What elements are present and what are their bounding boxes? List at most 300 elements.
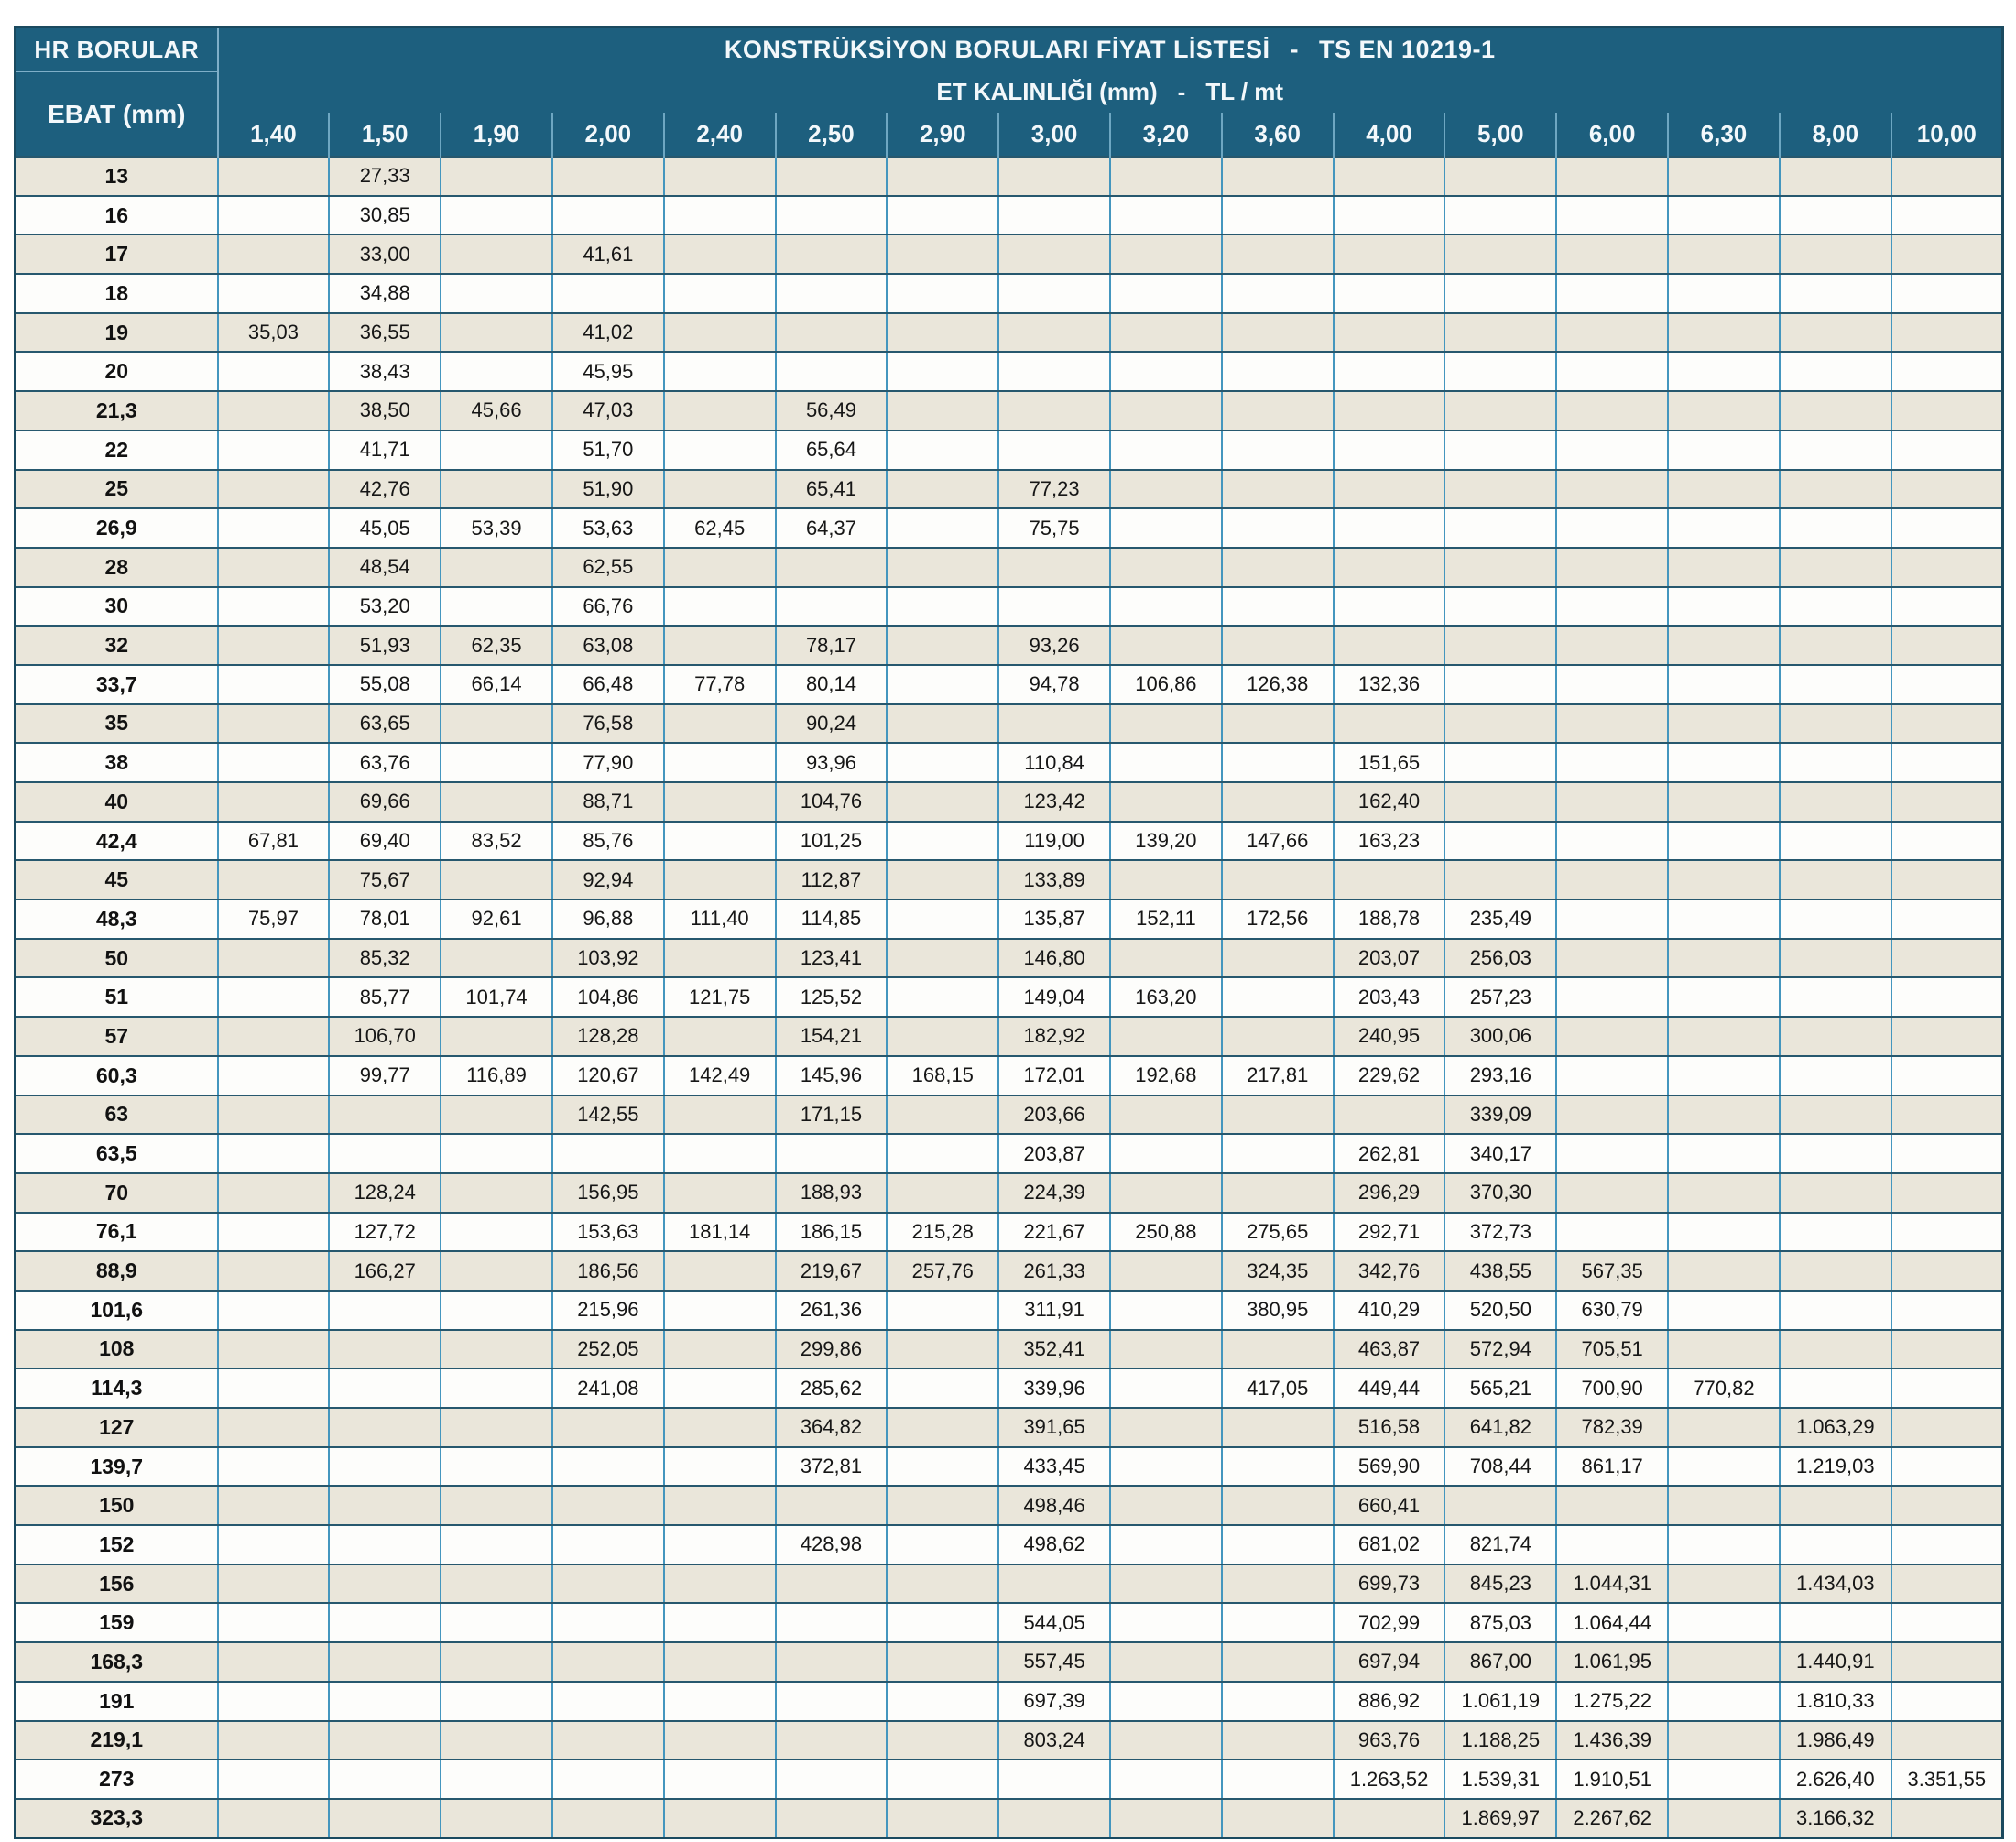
price-cell <box>1780 391 1891 431</box>
price-cell: 106,70 <box>329 1017 441 1056</box>
price-cell <box>664 313 776 353</box>
size-cell: 168,3 <box>16 1642 218 1682</box>
price-cell <box>218 1017 330 1056</box>
price-cell <box>1334 1095 1445 1135</box>
price-cell <box>329 1682 441 1721</box>
price-cell <box>1780 1251 1891 1291</box>
price-cell <box>1110 1760 1222 1799</box>
price-cell <box>664 1564 776 1604</box>
price-cell: 47,03 <box>552 391 664 431</box>
price-cell <box>998 352 1110 391</box>
price-cell: 41,61 <box>552 234 664 274</box>
price-cell: 172,56 <box>1222 899 1334 939</box>
price-cell <box>887 743 998 782</box>
price-cell: 372,81 <box>776 1447 888 1487</box>
price-cell: 3.166,32 <box>1780 1799 1891 1838</box>
price-cell: 168,15 <box>887 1056 998 1095</box>
price-cell <box>1780 1056 1891 1095</box>
size-cell: 139,7 <box>16 1447 218 1487</box>
price-cell <box>218 508 330 548</box>
price-cell: 875,03 <box>1444 1603 1556 1642</box>
price-cell <box>887 1564 998 1604</box>
price-cell <box>218 1799 330 1838</box>
price-cell <box>1780 548 1891 587</box>
price-cell <box>1444 313 1556 353</box>
table-row <box>16 665 2003 704</box>
price-cell <box>1668 1173 1780 1213</box>
price-cell <box>1556 352 1668 391</box>
price-cell <box>1222 1564 1334 1604</box>
price-cell <box>1780 1291 1891 1330</box>
price-cell: 110,84 <box>998 743 1110 782</box>
price-cell <box>664 1291 776 1330</box>
price-cell: 123,41 <box>776 939 888 978</box>
price-cell <box>1334 352 1445 391</box>
price-cell <box>218 977 330 1017</box>
price-cell <box>1556 1213 1668 1252</box>
price-cell: 76,58 <box>552 704 664 744</box>
price-cell <box>1222 313 1334 353</box>
price-cell <box>218 1095 330 1135</box>
price-cell <box>1891 939 2003 978</box>
table-row <box>16 743 2003 782</box>
price-cell <box>441 274 552 313</box>
price-cell: 262,81 <box>1334 1134 1445 1173</box>
price-cell <box>1780 899 1891 939</box>
price-cell <box>1222 1525 1334 1564</box>
price-cell <box>1556 1134 1668 1173</box>
price-cell <box>998 196 1110 235</box>
price-cell <box>1668 899 1780 939</box>
price-cell: 75,97 <box>218 899 330 939</box>
price-cell: 219,67 <box>776 1251 888 1291</box>
size-cell: 219,1 <box>16 1721 218 1760</box>
price-cell <box>1556 860 1668 899</box>
price-cell <box>1556 274 1668 313</box>
price-cell <box>1668 1056 1780 1095</box>
price-cell: 151,65 <box>1334 743 1445 782</box>
table-row <box>16 431 2003 470</box>
price-cell: 135,87 <box>998 899 1110 939</box>
price-cell <box>441 470 552 509</box>
price-cell <box>664 157 776 196</box>
price-cell: 391,65 <box>998 1408 1110 1447</box>
price-cell <box>1891 1642 2003 1682</box>
size-cell: 273 <box>16 1760 218 1799</box>
price-cell: 364,82 <box>776 1408 888 1447</box>
price-cell <box>441 1330 552 1369</box>
price-cell: 3.351,55 <box>1891 1760 2003 1799</box>
price-cell: 96,88 <box>552 899 664 939</box>
size-cell: 35 <box>16 704 218 744</box>
price-cell <box>1668 1799 1780 1838</box>
table-row <box>16 1368 2003 1408</box>
price-cell <box>1780 1017 1891 1056</box>
price-cell <box>1668 274 1780 313</box>
price-cell <box>1780 1525 1891 1564</box>
price-cell <box>218 1291 330 1330</box>
price-cell <box>552 1603 664 1642</box>
price-cell: 62,55 <box>552 548 664 587</box>
price-cell <box>1891 1251 2003 1291</box>
price-cell <box>1891 234 2003 274</box>
price-cell <box>218 1603 330 1642</box>
price-cell: 417,05 <box>1222 1368 1334 1408</box>
price-cell <box>1891 860 2003 899</box>
price-cell <box>329 1525 441 1564</box>
price-cell <box>1110 626 1222 665</box>
price-cell <box>1780 1213 1891 1252</box>
price-cell <box>441 782 552 822</box>
subtitle-thickness: ET KALINLIĞI (mm) <box>936 78 1158 105</box>
price-cell: 77,23 <box>998 470 1110 509</box>
price-cell <box>776 234 888 274</box>
price-cell <box>1891 274 2003 313</box>
size-cell: 50 <box>16 939 218 978</box>
price-cell <box>664 860 776 899</box>
price-cell: 38,43 <box>329 352 441 391</box>
price-cell <box>1444 743 1556 782</box>
price-cell <box>1668 313 1780 353</box>
price-cell <box>1668 470 1780 509</box>
price-cell: 867,00 <box>1444 1642 1556 1682</box>
price-cell <box>218 431 330 470</box>
size-cell: 63 <box>16 1095 218 1135</box>
price-cell <box>1780 352 1891 391</box>
price-cell <box>887 860 998 899</box>
table-row <box>16 1682 2003 1721</box>
price-cell: 188,93 <box>776 1173 888 1213</box>
price-cell <box>1444 782 1556 822</box>
price-cell <box>441 1564 552 1604</box>
price-cell: 380,95 <box>1222 1291 1334 1330</box>
price-cell <box>664 1408 776 1447</box>
price-cell: 352,41 <box>998 1330 1110 1369</box>
price-cell: 93,26 <box>998 626 1110 665</box>
price-cell: 299,86 <box>776 1330 888 1369</box>
price-cell <box>441 1642 552 1682</box>
price-cell <box>441 1291 552 1330</box>
table-row <box>16 704 2003 744</box>
price-cell <box>664 274 776 313</box>
price-cell <box>776 352 888 391</box>
table-row <box>16 274 2003 313</box>
price-cell <box>998 391 1110 431</box>
price-cell <box>1110 352 1222 391</box>
price-cell <box>1222 1799 1334 1838</box>
size-cell: 191 <box>16 1682 218 1721</box>
price-cell <box>1891 743 2003 782</box>
price-cell <box>1222 1330 1334 1369</box>
price-cell <box>664 1447 776 1487</box>
price-cell: 64,37 <box>776 508 888 548</box>
price-cell: 127,72 <box>329 1213 441 1252</box>
price-cell <box>887 1525 998 1564</box>
table-row <box>16 1173 2003 1213</box>
price-cell: 300,06 <box>1444 1017 1556 1056</box>
price-cell <box>1222 274 1334 313</box>
price-cell <box>1556 587 1668 627</box>
price-cell: 94,78 <box>998 665 1110 704</box>
price-cell: 85,32 <box>329 939 441 978</box>
price-cell: 156,95 <box>552 1173 664 1213</box>
price-cell <box>552 1682 664 1721</box>
price-cell <box>887 508 998 548</box>
price-cell <box>1891 1682 2003 1721</box>
table-row <box>16 1642 2003 1682</box>
price-cell <box>218 1408 330 1447</box>
list-title-text: KONSTRÜKSİYON BORULARI FİYAT LİSTESİ <box>724 36 1270 63</box>
price-cell <box>1891 1721 2003 1760</box>
price-cell <box>1556 313 1668 353</box>
price-cell <box>1891 1408 2003 1447</box>
price-cell <box>664 548 776 587</box>
size-cell: 51 <box>16 977 218 1017</box>
price-cell <box>218 1056 330 1095</box>
price-cell <box>1222 1134 1334 1173</box>
price-cell <box>1334 431 1445 470</box>
price-cell <box>1110 1251 1222 1291</box>
table-row <box>16 1760 2003 1799</box>
price-cell: 181,14 <box>664 1213 776 1252</box>
price-cell <box>329 1408 441 1447</box>
price-cell <box>1222 431 1334 470</box>
price-cell <box>552 274 664 313</box>
price-cell <box>1444 157 1556 196</box>
price-cell: 498,62 <box>998 1525 1110 1564</box>
table-header <box>16 27 2003 158</box>
price-cell: 114,85 <box>776 899 888 939</box>
price-cell: 572,94 <box>1444 1330 1556 1369</box>
price-cell <box>664 587 776 627</box>
price-cell <box>1891 1525 2003 1564</box>
price-cell <box>1556 431 1668 470</box>
price-cell: 803,24 <box>998 1721 1110 1760</box>
price-cell <box>664 1251 776 1291</box>
price-cell <box>1334 313 1445 353</box>
price-cell <box>776 1682 888 1721</box>
price-cell <box>218 157 330 196</box>
price-cell <box>441 352 552 391</box>
price-cell <box>218 626 330 665</box>
price-cell <box>1110 1134 1222 1173</box>
price-cell: 705,51 <box>1556 1330 1668 1369</box>
price-cell: 203,87 <box>998 1134 1110 1173</box>
price-cell <box>1780 1486 1891 1525</box>
price-cell <box>1780 1134 1891 1173</box>
size-cell: 127 <box>16 1408 218 1447</box>
price-cell: 171,15 <box>776 1095 888 1135</box>
price-cell: 92,94 <box>552 860 664 899</box>
price-cell <box>1222 1603 1334 1642</box>
price-cell <box>1891 977 2003 1017</box>
price-cell <box>1668 743 1780 782</box>
price-cell <box>1891 1291 2003 1330</box>
size-cell: 40 <box>16 782 218 822</box>
price-cell: 370,30 <box>1444 1173 1556 1213</box>
price-cell <box>1668 822 1780 861</box>
price-cell: 463,87 <box>1334 1330 1445 1369</box>
price-cell: 119,00 <box>998 822 1110 861</box>
size-cell: 13 <box>16 157 218 196</box>
thickness-header: 1,50 <box>329 113 441 157</box>
price-cell <box>441 196 552 235</box>
price-cell <box>552 1799 664 1838</box>
price-cell <box>1110 1291 1222 1330</box>
price-cell: 861,17 <box>1556 1447 1668 1487</box>
price-cell: 45,95 <box>552 352 664 391</box>
price-cell <box>1556 704 1668 744</box>
price-cell: 544,05 <box>998 1603 1110 1642</box>
price-cell <box>1222 1447 1334 1487</box>
price-cell: 35,03 <box>218 313 330 353</box>
price-cell <box>1334 274 1445 313</box>
price-cell <box>1780 860 1891 899</box>
price-cell: 557,45 <box>998 1642 1110 1682</box>
table-row <box>16 626 2003 665</box>
price-cell: 1.275,22 <box>1556 1682 1668 1721</box>
standard-label: TS EN 10219-1 <box>1318 36 1496 63</box>
price-cell <box>329 1721 441 1760</box>
price-cell: 51,90 <box>552 470 664 509</box>
price-cell: 65,41 <box>776 470 888 509</box>
price-cell: 106,86 <box>1110 665 1222 704</box>
price-cell <box>218 1564 330 1604</box>
price-cell: 69,40 <box>329 822 441 861</box>
price-cell <box>1444 234 1556 274</box>
subtitle-unit: TL / mt <box>1205 78 1284 105</box>
price-cell: 163,23 <box>1334 822 1445 861</box>
price-cell <box>218 1213 330 1252</box>
price-cell <box>1110 391 1222 431</box>
price-cell <box>998 548 1110 587</box>
price-cell <box>664 1486 776 1525</box>
price-cell <box>887 431 998 470</box>
price-cell: 132,36 <box>1334 665 1445 704</box>
price-cell <box>887 1017 998 1056</box>
price-cell <box>887 1760 998 1799</box>
price-cell: 845,23 <box>1444 1564 1556 1604</box>
price-cell <box>218 1682 330 1721</box>
price-cell <box>887 1603 998 1642</box>
price-cell: 69,66 <box>329 782 441 822</box>
price-cell: 103,92 <box>552 939 664 978</box>
size-cell: 42,4 <box>16 822 218 861</box>
price-cell <box>1668 587 1780 627</box>
price-cell: 154,21 <box>776 1017 888 1056</box>
price-cell <box>1444 704 1556 744</box>
price-cell <box>1780 939 1891 978</box>
price-cell <box>1444 352 1556 391</box>
price-cell <box>441 743 552 782</box>
price-cell <box>664 1017 776 1056</box>
size-cell: 150 <box>16 1486 218 1525</box>
price-cell <box>441 1173 552 1213</box>
price-cell <box>1891 782 2003 822</box>
price-cell <box>441 1213 552 1252</box>
price-cell: 340,17 <box>1444 1134 1556 1173</box>
price-cell <box>887 352 998 391</box>
size-cell: 57 <box>16 1017 218 1056</box>
price-cell: 128,28 <box>552 1017 664 1056</box>
price-cell: 63,08 <box>552 626 664 665</box>
price-cell <box>1780 704 1891 744</box>
price-cell <box>218 274 330 313</box>
price-cell <box>1668 665 1780 704</box>
price-cell: 215,28 <box>887 1213 998 1252</box>
price-cell: 78,01 <box>329 899 441 939</box>
price-cell: 410,29 <box>1334 1291 1445 1330</box>
price-cell <box>887 665 998 704</box>
price-cell <box>664 470 776 509</box>
price-cell: 33,00 <box>329 234 441 274</box>
price-cell <box>441 1134 552 1173</box>
price-cell <box>1444 822 1556 861</box>
price-cell <box>1668 1642 1780 1682</box>
price-cell <box>218 860 330 899</box>
price-cell <box>218 1330 330 1369</box>
price-cell <box>664 743 776 782</box>
size-cell: 28 <box>16 548 218 587</box>
price-cell <box>1891 1564 2003 1604</box>
price-cell: 700,90 <box>1556 1368 1668 1408</box>
price-cell <box>1668 1330 1780 1369</box>
price-cell: 342,76 <box>1334 1251 1445 1291</box>
price-cell: 261,36 <box>776 1291 888 1330</box>
price-cell: 30,85 <box>329 196 441 235</box>
price-cell <box>1780 1173 1891 1213</box>
price-cell: 203,66 <box>998 1095 1110 1135</box>
price-cell <box>441 1721 552 1760</box>
price-cell <box>887 1799 998 1838</box>
price-cell <box>218 196 330 235</box>
price-cell <box>1556 977 1668 1017</box>
price-cell: 38,50 <box>329 391 441 431</box>
size-cell: 18 <box>16 274 218 313</box>
price-cell <box>1668 431 1780 470</box>
price-cell: 257,23 <box>1444 977 1556 1017</box>
price-cell: 53,63 <box>552 508 664 548</box>
size-cell: 32 <box>16 626 218 665</box>
price-cell <box>664 1799 776 1838</box>
price-cell <box>218 1447 330 1487</box>
price-cell <box>1334 470 1445 509</box>
price-cell: 123,42 <box>998 782 1110 822</box>
price-cell: 133,89 <box>998 860 1110 899</box>
price-cell: 1.986,49 <box>1780 1721 1891 1760</box>
price-cell <box>664 1095 776 1135</box>
size-cell: 26,9 <box>16 508 218 548</box>
price-cell <box>776 1760 888 1799</box>
table-row <box>16 1330 2003 1369</box>
table-body <box>16 157 2003 1838</box>
price-cell <box>887 1486 998 1525</box>
table-row <box>16 1799 2003 1838</box>
size-cell: 19 <box>16 313 218 353</box>
size-cell: 38 <box>16 743 218 782</box>
price-cell <box>1556 157 1668 196</box>
price-cell <box>998 234 1110 274</box>
price-cell <box>887 313 998 353</box>
price-cell <box>1110 431 1222 470</box>
price-cell <box>887 548 998 587</box>
table-row <box>16 391 2003 431</box>
price-cell <box>1780 274 1891 313</box>
price-cell <box>1444 391 1556 431</box>
size-cell: 21,3 <box>16 391 218 431</box>
price-cell: 699,73 <box>1334 1564 1445 1604</box>
price-cell <box>1222 704 1334 744</box>
